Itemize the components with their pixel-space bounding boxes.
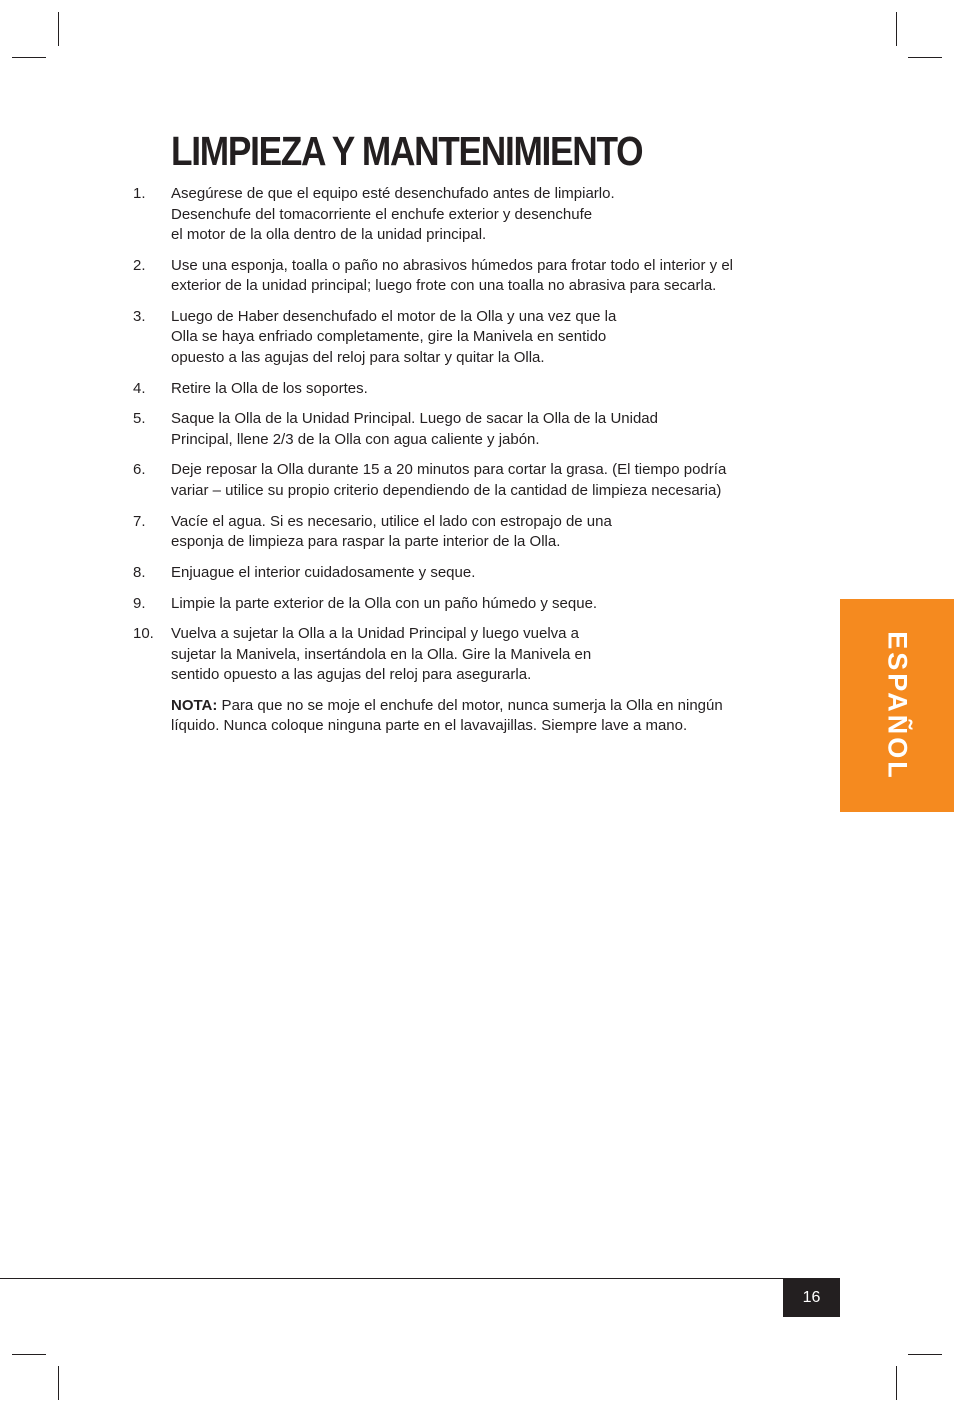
step-number: 6. bbox=[133, 461, 146, 479]
footer-rule bbox=[0, 1278, 840, 1279]
crop-mark bbox=[58, 1366, 59, 1400]
step-text-line: Retire la Olla de los soportes. bbox=[171, 379, 368, 397]
note-block bbox=[171, 696, 793, 737]
note-label: NOTA: bbox=[171, 696, 218, 714]
step-text-line: Asegúrese de que el equipo esté desenchufado antes de limpiarlo. bbox=[171, 185, 615, 202]
step-text-line: Luego de Haber desenchufado el motor de la Olla y una vez que la bbox=[171, 307, 617, 325]
step-text-line: Saque la Olla de la Unidad Principal. Luego de sacar la Olla de la Unidad bbox=[171, 410, 658, 428]
crop-mark bbox=[58, 12, 59, 46]
step-number: 4. bbox=[133, 379, 146, 397]
note-line: líquido. Nunca coloque ninguna parte en el lavavajillas. Siempre lave a mano. bbox=[171, 717, 688, 735]
crop-mark bbox=[908, 57, 942, 58]
step-number: 8. bbox=[133, 563, 146, 581]
language-tab-label: ESPAÑOL bbox=[882, 630, 913, 781]
step-text-line: Olla se haya enfriado completamente, gire la Manivela en sentido bbox=[171, 328, 607, 346]
crop-mark bbox=[908, 1354, 942, 1355]
step-number: 7. bbox=[133, 512, 146, 530]
step-item bbox=[133, 624, 793, 737]
step-text-line: Deje reposar la Olla durante 15 a 20 minutos para cortar la grasa. (El tiempo podría bbox=[171, 461, 727, 479]
page-number: 16 bbox=[783, 1278, 840, 1317]
note-text: Para que no se moje el enchufe del motor, nunca sumerja la Olla en ningún bbox=[217, 696, 723, 714]
step-number: 1. bbox=[133, 185, 146, 202]
step-number: 2. bbox=[133, 256, 146, 274]
crop-mark bbox=[12, 1354, 46, 1355]
step-number: 3. bbox=[133, 307, 146, 325]
step-text-line: Enjuague el interior cuidadosamente y seque. bbox=[171, 563, 476, 581]
step-number: 10. bbox=[133, 625, 154, 643]
step-text-line: opuesto a las agujas del reloj para soltar y quitar la Olla. bbox=[171, 348, 545, 366]
cleaning-steps-list bbox=[133, 184, 793, 747]
step-number: 9. bbox=[133, 594, 146, 612]
step-text-line: el motor de la olla dentro de la unidad principal. bbox=[171, 226, 487, 243]
step-item bbox=[133, 460, 793, 501]
step-item bbox=[133, 512, 793, 553]
crop-mark bbox=[896, 1366, 897, 1400]
step-item bbox=[133, 256, 793, 297]
step-text-line: sentido opuesto a las agujas del reloj para asegurarla. bbox=[171, 666, 532, 684]
step-text-line: Limpie la parte exterior de la Olla con un paño húmedo y seque. bbox=[171, 594, 598, 612]
step-text-line: Use una esponja, toalla o paño no abrasivos húmedos para frotar todo el interior y el bbox=[171, 256, 734, 274]
step-number: 5. bbox=[133, 410, 146, 428]
language-tab bbox=[840, 599, 954, 812]
step-item bbox=[133, 184, 793, 246]
page-title: LIMPIEZA Y MANTENIMIENTO bbox=[171, 128, 643, 174]
step-text-line: Principal, llene 2/3 de la Olla con agua caliente y jabón. bbox=[171, 430, 540, 448]
step-item bbox=[133, 409, 793, 450]
step-item bbox=[133, 594, 793, 615]
step-text-line: Desenchufe del tomacorriente el enchufe exterior y desenchufe bbox=[171, 205, 593, 223]
step-item bbox=[133, 307, 793, 369]
step-text-line: esponja de limpieza para raspar la parte interior de la Olla. bbox=[171, 533, 561, 551]
step-text-line: variar – utilice su propio criterio dependiendo de la cantidad de limpieza necesaria) bbox=[171, 481, 722, 499]
step-item bbox=[133, 563, 793, 584]
step-text-line: Vacíe el agua. Si es necesario, utilice el lado con estropajo de una bbox=[171, 512, 612, 530]
step-text-line: Vuelva a sujetar la Olla a la Unidad Principal y luego vuelva a bbox=[171, 625, 580, 643]
crop-mark bbox=[896, 12, 897, 46]
crop-mark bbox=[12, 57, 46, 58]
note-line bbox=[171, 696, 793, 717]
step-text-line: sujetar la Manivela, insertándola en la Olla. Gire la Manivela en bbox=[171, 645, 592, 663]
step-text-line: exterior de la unidad principal; luego frote con una toalla no abrasiva para secarla. bbox=[171, 277, 717, 295]
step-item bbox=[133, 379, 793, 400]
